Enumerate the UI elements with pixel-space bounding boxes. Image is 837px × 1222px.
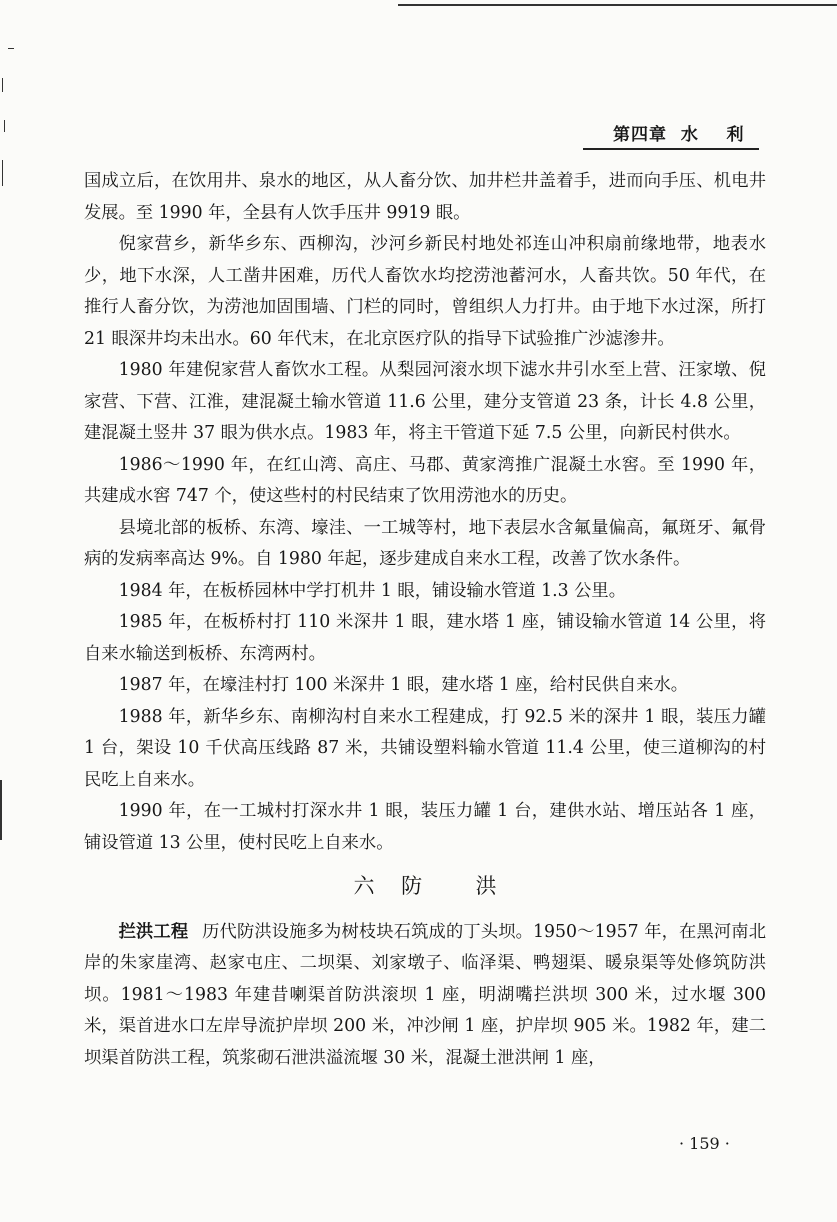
- paragraph: 1985 年，在板桥村打 110 米深井 1 眼，建水塔 1 座，铺设输水管道 14 公里，将自来水输送到板桥、东湾两村。: [84, 612, 766, 664]
- edge-mark: [2, 160, 3, 186]
- top-rule: [398, 4, 837, 6]
- edge-mark: [8, 48, 14, 49]
- section-title: 六 防 洪: [353, 874, 497, 898]
- running-header-title: 第四章 水 利: [613, 125, 745, 145]
- section-paragraph: [84, 917, 766, 1075]
- paragraph: 1990 年，在一工城村打深水井 1 眼，装压力罐 1 台，建供水站、增压站各 1 座，铺设管道 13 公里，使村民吃上自来水。: [84, 801, 766, 853]
- edge-mark: [2, 78, 3, 92]
- page-body: [84, 166, 766, 1074]
- paragraph: 1980 年建倪家营人畜饮水工程。从梨园河滚水坝下滤水井引水至上营、汪家墩、倪家营、下营、江淮，建混凝土输水管道 11.6 公里，建分支管道 23 条，计长 4.8 公里，建混凝土竖井 37 眼为供水点。1983 年，将主干管道下延 7.5 公里，向新民村供水。: [84, 360, 766, 443]
- paragraph: 1984 年，在板桥园林中学打机井 1 眼，铺设输水管道 1.3 公里。: [118, 580, 626, 601]
- page-number: · 159 ·: [679, 1134, 730, 1153]
- paragraph: 1988 年，新华乡东、南柳沟村自来水工程建成，打 92.5 米的深井 1 眼，装压力罐 1 台，架设 10 千伏高压线路 87 米，共铺设塑料输水管道 11.4 公里，使三道柳沟的村民吃上自来水。: [84, 706, 766, 790]
- paragraph: 倪家营乡，新华乡东、西柳沟，沙河乡新民村地处祁连山冲积扇前缘地带，地表水少，地下水深，人工凿井困难，历代人畜饮水均挖涝池蓄河水，人畜共饮。50 年代，在推行人畜分饮，为涝池加固围墙、门栏的同时，曾组织人力打井。由于地下水过深，所打 21 眼深井均未出水。60 年代末，在北京医疗队的指导下试验推广沙滤渗井。: [84, 234, 766, 349]
- edge-mark: [0, 780, 2, 840]
- running-header: [583, 118, 759, 150]
- paragraph: 国成立后，在饮用井、泉水的地区，从人畜分饮、加井栏井盖着手，进而向手压、机电井发展。至 1990 年，全县有人饮手压井 9919 眼。: [84, 171, 766, 223]
- paragraph: 1986～1990 年，在红山湾、高庄、马郡、黄家湾推广混凝土水窖。至 1990 年，共建成水窖 747 个，使这些村的村民结束了饮用涝池水的历史。: [84, 454, 766, 506]
- paragraph: 县境北部的板桥、东湾、壕洼、一工城等村，地下表层水含氟量偏高，氟斑牙、氟骨病的发病率高达 9%。自 1980 年起，逐步建成自来水工程，改善了饮水条件。: [84, 517, 766, 569]
- section-term: 拦洪工程: [118, 921, 189, 942]
- paragraph: 1987 年，在壕洼村打 100 米深井 1 眼，建水塔 1 座，给村民供自来水。: [118, 675, 689, 695]
- section-text: 历代防洪设施多为树枝块石筑成的丁头坝。1950～1957 年，在黑河南北岸的朱家崖湾、赵家屯庄、二坝渠、刘家墩子、临泽渠、鸭翅渠、暖泉渠等处修筑防洪坝。1981～1983 年建昔喇渠首防洪滚坝 1 座，明湖嘴拦洪坝 300 米，过水堰 300 米，渠首进水口左岸导流护岸坝 200 米，冲沙闸 1 座，护岸坝 905 米。1982 年，建二坝渠首防洪工程，筑浆砌石泄洪溢流堰 30 米，混凝土泄洪闸 1 座，: [84, 921, 766, 1068]
- edge-mark: [4, 120, 5, 132]
